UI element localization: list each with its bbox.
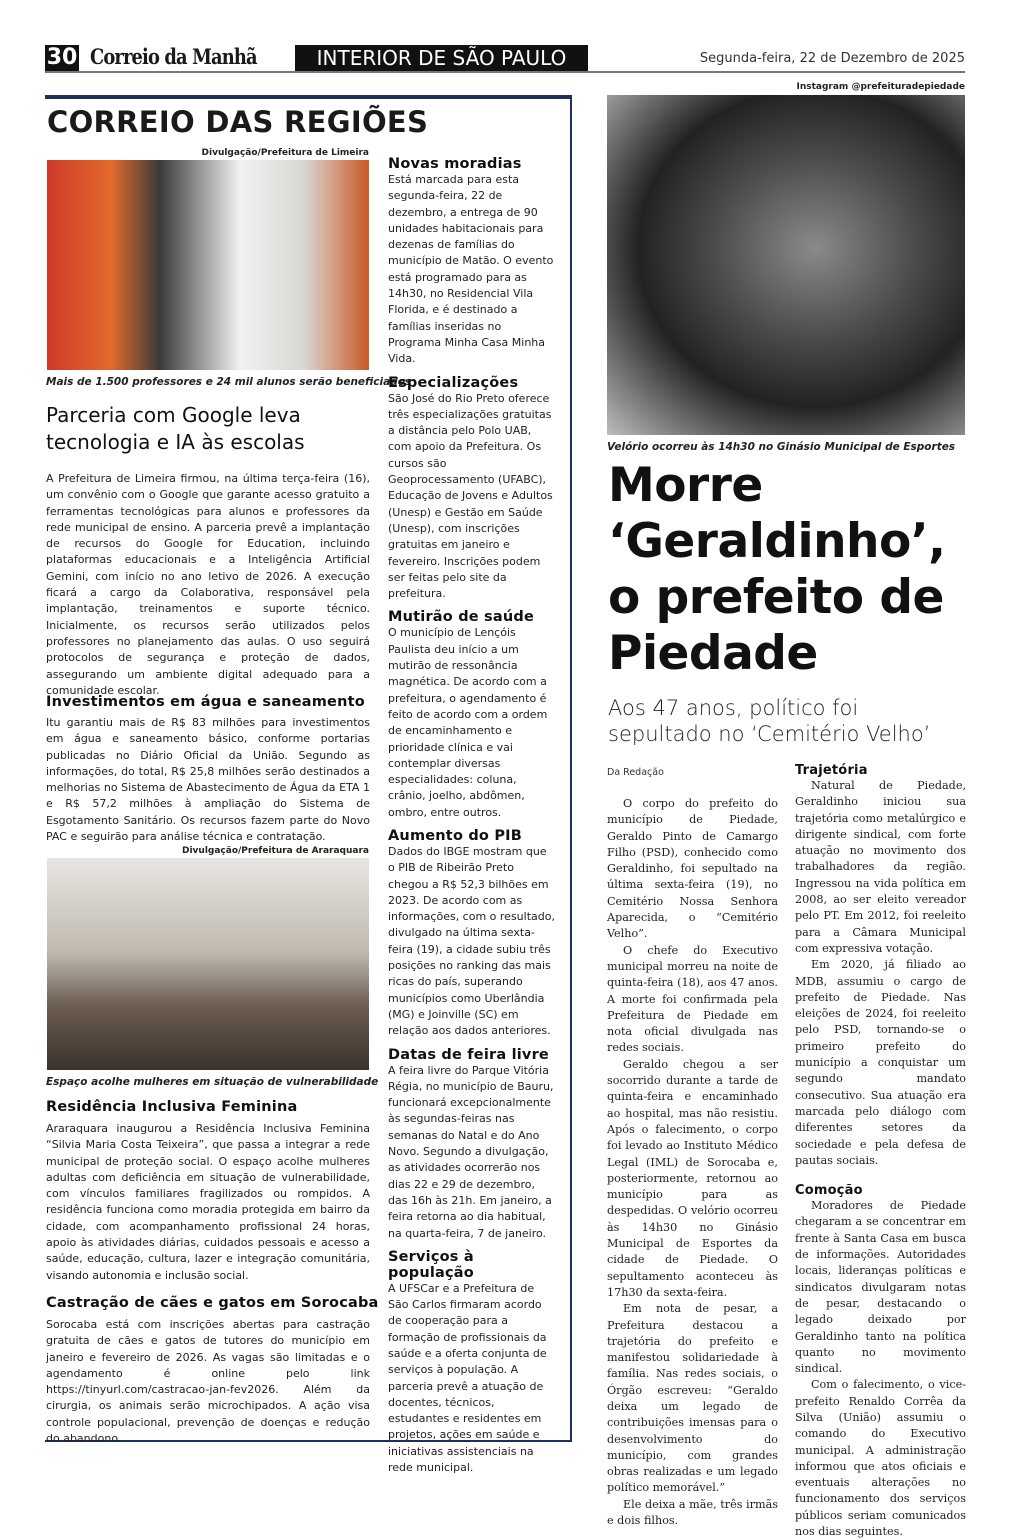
brief-headline: Aumento do PIB xyxy=(388,827,523,844)
paragraph: Ele deixa a mãe, três irmãs e dois filhos. xyxy=(607,1497,778,1528)
brief-item xyxy=(388,156,555,368)
residencia-photo xyxy=(47,858,369,1070)
brief-headline: Mutirão de saúde xyxy=(388,609,535,626)
page-number: 30 xyxy=(46,45,78,70)
photo-caption: Velório ocorreu às 14h30 no Ginásio Municipal de Esportes xyxy=(607,441,956,453)
section-label: INTERIOR DE SÃO PAULO xyxy=(295,45,588,71)
main-body-col2 xyxy=(795,763,966,1540)
issue-date: Segunda-feira, 22 de Dezembro de 2025 xyxy=(699,51,965,66)
briefs-column xyxy=(388,156,555,1476)
paragraph: Natural de Piedade, Geraldinho iniciou sua trajetória como metalúrgico e dirigente sindical, com forte atuação no movimento dos trabalhadores da região. Ingressou na vida política em 2008, ao ser eleito vereador pelo PT. Em 2012, foi reeleito para a Câmara Municipal com expressiva votação. xyxy=(795,779,966,955)
subheading: Comoção xyxy=(795,1183,863,1199)
subheading: Trajetória xyxy=(795,763,868,778)
article-body: Sorocaba está com inscrições abertas para castração gratuita de cães e gatos de tutores do município em janeiro e fevereiro de 2026. As vagas são limitadas e o agendamento é online pelo link https://tinyurl.com/castracao-jan-fev2026. Além da cirurgia, os animais serão microchipados. A ação visa controle populacional, prevenção de doenças e redução do abandono. xyxy=(46,1318,370,1446)
brief-headline: Datas de feira livre xyxy=(388,1046,549,1063)
photo-caption: Mais de 1.500 professores e 24 mil alunos serão beneficiados xyxy=(46,376,412,388)
photo-credit: Divulgação/Prefeitura de Araraquara xyxy=(181,846,369,856)
brief-item xyxy=(388,375,555,603)
paragraph: Geraldo chegou a ser socorrido durante a tarde de quinta-feira e encaminhado ao hospital, mas não resistiu. Após o falecimento, o corpo foi levado ao Instituto Médico Legal (IML) de Sorocaba e, posteriormente, retornou ao município para as despedidas. O velório ocorreu às 14h30 no Ginásio Municipal de Esportes da cidade de Piedade. O sepultamento aconteceu às 17h30 da sexta-feira. xyxy=(607,1057,778,1299)
article-headline: Investimentos em água e saneamento xyxy=(46,694,365,710)
brief-body: São José do Rio Preto oferece três especializações gratuitas a distância pelo Polo UAB, com apoio da Prefeitura. Os cursos são Geoprocessamento (UFABC), Educação de Jovens e Adultos (Unesp) e Gestão em Saúde (Unesp), com inscrições gratuitas em janeiro e fevereiro. Inscrições podem ser feitas pelo site da prefeitura. xyxy=(388,391,553,601)
brief-body: Está marcada para esta segunda-feira, 22 de dezembro, a entrega de 90 unidades habitacionais para dezenas de famílias do município de Matão. O evento está programado para as 14h30, no Residencial Vila Florida, e é destinado a famílias inseridas no Programa Minha Casa Minha Vida. xyxy=(388,173,554,366)
brief-item xyxy=(388,609,555,821)
brief-item xyxy=(388,1249,555,1477)
article-headline: Parceria com Google leva tecnologia e IA às escolas xyxy=(46,403,305,454)
main-headline: Morre ‘Geraldinho’, o prefeito de Piedade xyxy=(608,458,946,681)
photo-credit: Divulgação/Prefeitura de Limeira xyxy=(201,148,369,158)
brief-item xyxy=(388,828,555,1040)
brief-body: A feira livre do Parque Vitória Régia, no município de Bauru, funcionará excepcionalmente às segundas-feiras nas semanas do Natal e do Ano Novo. Segundo a divulgação, as atividades ocorrerão nos dias 22 e 29 de dezembro, das 16h às 21h. Em janeiro, a feira retorna ao dia habitual, na quarta-feira, 7 de janeiro. xyxy=(388,1063,554,1240)
main-subheadline: Aos 47 anos, político foi sepultado no ‘Cemitério Velho’ xyxy=(608,696,931,746)
header-rule xyxy=(45,71,965,73)
brief-body: A UFSCar e a Prefeitura de São Carlos firmaram acordo de cooperação para a formação de profissionais da saúde e a oferta conjunta de serviços à população. A parceria prevê a atuação de docentes, técnicos, estudantes e residentes em projetos, ações em saúde e iniciativas assistenciais na rede municipal. xyxy=(388,1281,547,1475)
masthead-logo: Correio da Manhã xyxy=(90,44,257,69)
google-photo xyxy=(47,160,369,370)
photo-caption: Espaço acolhe mulheres em situação de vulnerabilidade xyxy=(46,1076,379,1088)
paragraph: O corpo do prefeito do município de Piedade, Geraldo Pinto de Camargo Filho (PSD), conhecido como Geraldinho, foi sepultado na última sexta-feira (19), no Cemitério Nossa Senhora Aparecida, o “Cemitério Velho”. xyxy=(607,797,778,941)
paragraph: Em 2020, já filiado ao MDB, assumiu o cargo de prefeito de Piedade. Nas eleições de 2024, foi reeleito pelo PSD, tornando-se o primeiro prefeito do município a conquistar um segundo mandato consecutivo. Sua atuação era marcada pelo diálogo com diferentes setores da sociedade e pela defesa de pautas sociais. xyxy=(795,958,966,1167)
brief-body: Dados do IBGE mostram que o PIB de Ribeirão Preto chegou a R$ 52,3 bilhões em 2023. De acordo com as informações, com o resultado, divulgado na última sexta-feira (19), a cidade subiu três posições no ranking das mais ricas do país, superando municípios como Uberlândia (MG) e Joinville (SC) em relação aos dados anteriores. xyxy=(388,844,555,1038)
mayor-portrait-photo xyxy=(607,95,965,435)
paragraph: Moradores de Piedade chegaram a se concentrar em frente à Santa Casa em busca de informações. Autoridades locais, lideranças políticas e sindicatos divulgaram notas de pesar, destacando o legado deixado por Geraldinho tanto na política quanto no movimento sindical. xyxy=(795,1199,966,1376)
brief-headline: Serviços à população xyxy=(388,1248,474,1281)
main-body-col1 xyxy=(607,796,778,1529)
paragraph: Com o falecimento, o vice-prefeito Renaldo Corrêa da Silva (União) assumiu o comando do Executivo municipal. A administração informou que atos oficiais e eventuais alterações no funcionamento dos serviços públicos seriam comunicados nos dias seguintes. xyxy=(795,1378,966,1539)
paragraph: Em nota de pesar, a Prefeitura destacou a trajetória do prefeito e manifestou solidariedade à família. Nas redes sociais, o Órgão escreveu: “Geraldo deixa um legado de contribuições imensas para o desenvolvimento do município, com grandes obras realizadas e um legado político memorável.” xyxy=(607,1302,778,1495)
article-body: A Prefeitura de Limeira firmou, na última terça-feira (16), um convênio com o Google que garante acesso gratuito a ferramentas tecnológicas para alunos e professores da rede municipal de ensino. A parceria prevê a implantação de recursos do Google for Education, incluindo plataformas educacionais e a Inteligência Artificial Gemini, com início no ano letivo de 2026. A execução ficará a cargo da Colaborativa, responsável pela implantação, treinamentos e suporte técnico. Inicialmente, os recursos serão utilizados pelos professores no planejamento das aulas. O uso seguirá protocolos de segurança e proteção de dados, assegurando um ambiente digital adequado para a comunidade escolar. xyxy=(46,472,370,697)
paragraph: O chefe do Executivo municipal morreu na noite de quinta-feira (18), aos 47 anos. A morte foi confirmada pela Prefeitura de Piedade em nota oficial divulgada nas redes sociais. xyxy=(607,943,778,1055)
article-body: Itu garantiu mais de R$ 83 milhões para investimentos em água e saneamento básico, conforme portarias publicadas no Diário Oficial da União. Segundo as informações, do total, R$ 25,8 milhões serão destinados a melhorias no Sistema de Abastecimento de Água da ETA 1 e R$ 57,2 milhões à ampliação do Sistema de Esgotamento Sanitário. Os recursos fazem parte do Novo PAC e seguirão para análise técnica e contratação. xyxy=(46,716,370,844)
article-headline: Castração de cães e gatos em Sorocaba xyxy=(46,1295,379,1311)
brief-headline: Especializações xyxy=(388,374,519,391)
brief-headline: Novas moradias xyxy=(388,156,522,172)
brief-item xyxy=(388,1047,555,1242)
article-body: Araraquara inaugurou a Residência Inclusiva Feminina “Silvia Maria Costa Teixeira”, que passa a integrar a rede municipal de proteção social. O espaço acolhe mulheres adultas com deficiência em situação de vulnerabilidade, com vínculos familiares fragilizados ou rompidos. A residência funciona como moradia protegida em bairro da cidade, com acompanhamento profissional 24 horas, apoio às atividades diárias, cuidados pessoais e acesso a saúde, educação, cultura, lazer e integração comunitária, visando autonomia e inclusão social. xyxy=(46,1122,370,1282)
byline: Da Redação xyxy=(607,767,664,778)
brief-body: O município de Lençóis Paulista deu início a um mutirão de ressonância magnética. De acordo com a prefeitura, o agendamento é feito de acordo com a ordem de encaminhamento e prioridade clínica e vai contemplar diversas especialidades: coluna, crânio, joelho, abdômen, ombro, entre outros. xyxy=(388,626,548,819)
article-headline: Residência Inclusiva Feminina xyxy=(46,1099,298,1115)
photo-credit: Instagram @prefeituradepiedade xyxy=(796,82,965,92)
regions-title: CORREIO DAS REGIÕES xyxy=(47,105,429,139)
